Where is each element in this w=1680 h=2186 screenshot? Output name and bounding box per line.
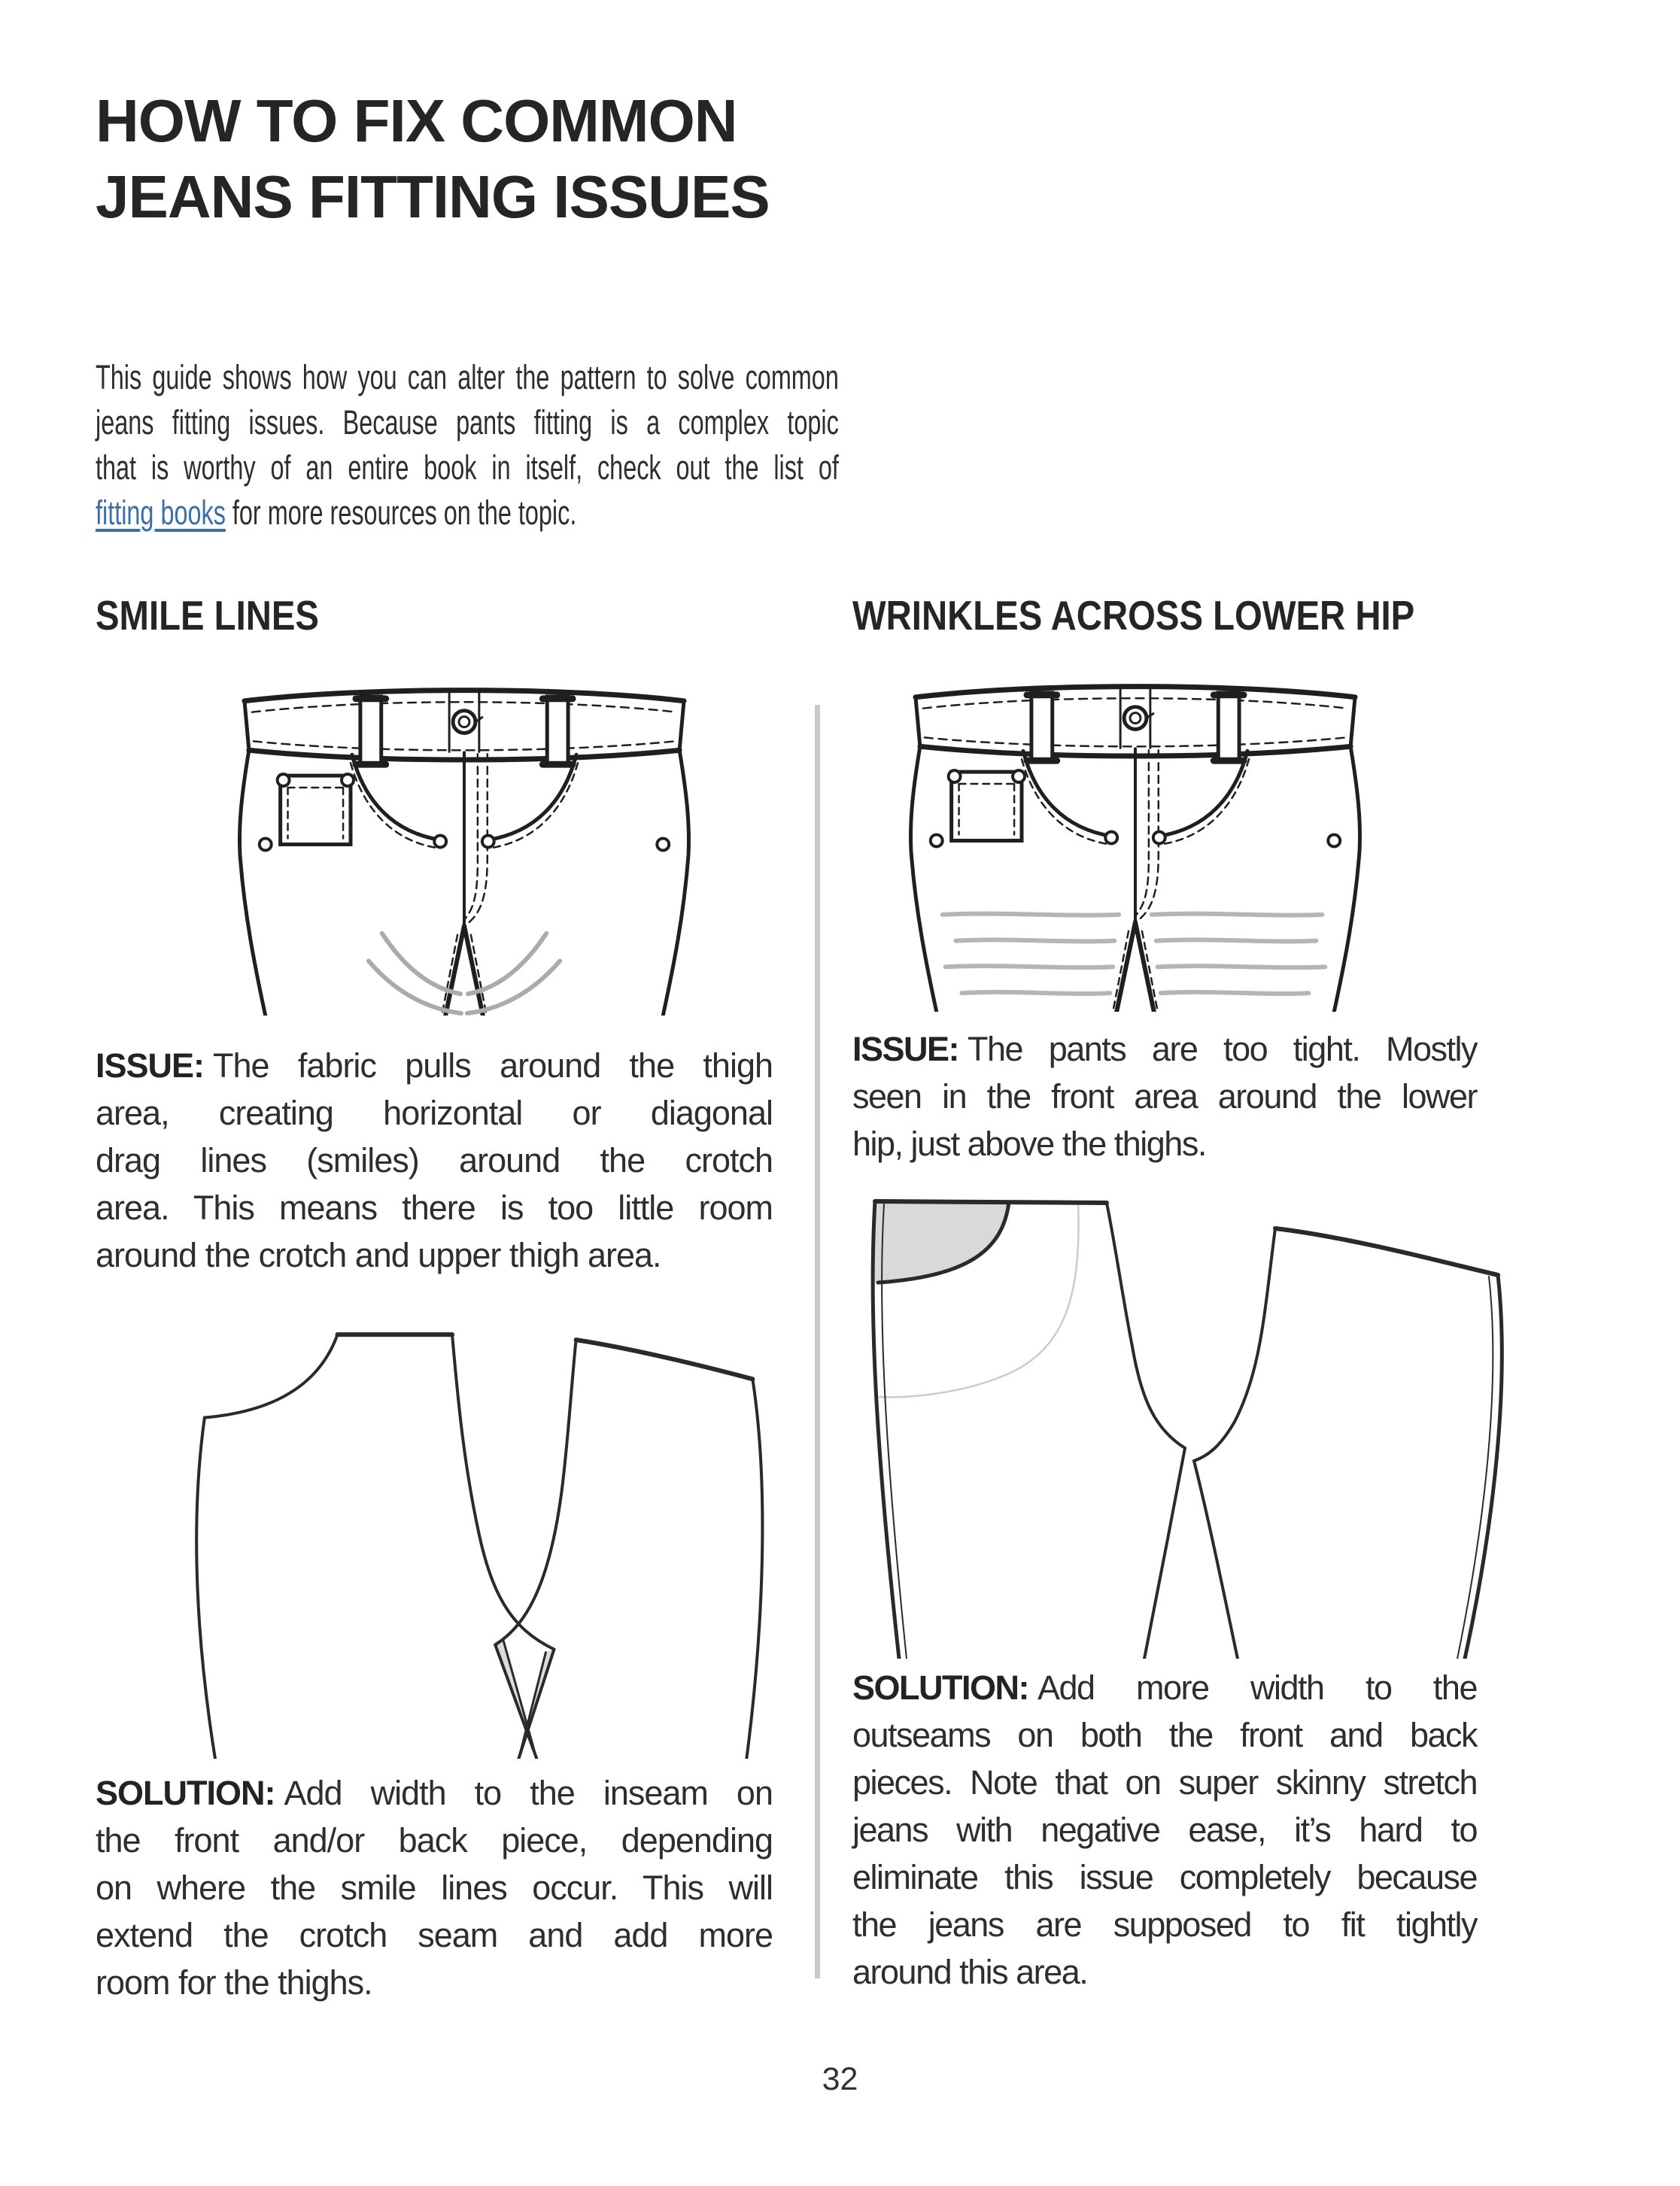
jeans-illustration-smile-lines bbox=[232, 676, 697, 1016]
solution-label: SOLUTION: bbox=[852, 1668, 1028, 1707]
solution-line: SOLUTION: Add width to the inseam on bbox=[96, 1774, 773, 1812]
issue-line: around the crotch and upper thigh area. bbox=[96, 1236, 661, 1274]
solution-line: room for the thighs. bbox=[96, 1963, 372, 2002]
page-title-line-1: HOW TO FIX COMMON bbox=[96, 87, 737, 154]
page-number: 32 bbox=[822, 2061, 858, 2097]
smile-lines-solution bbox=[96, 1769, 773, 2006]
solution-line: SOLUTION: Add more width to the bbox=[852, 1668, 1477, 1707]
column-divider bbox=[815, 705, 820, 1978]
page-title-line-2: JEANS FITTING ISSUES bbox=[96, 163, 770, 230]
solution-line: pieces. Note that on super skinny stretch bbox=[852, 1763, 1477, 1802]
issue-line: ISSUE: The fabric pulls around the thigh bbox=[96, 1046, 773, 1085]
solution-label: SOLUTION: bbox=[96, 1774, 275, 1812]
wrinkles-issue bbox=[852, 1025, 1477, 1167]
issue-label: ISSUE: bbox=[96, 1046, 205, 1085]
solution-line: outseams on both the front and back bbox=[852, 1716, 1477, 1754]
solution-line: jeans with negative ease, it’s hard to bbox=[852, 1811, 1477, 1849]
solution-line: the front and/or back piece, depending bbox=[96, 1821, 773, 1860]
pocket-corner-shading bbox=[875, 1201, 1009, 1283]
issue-line: area, creating horizontal or diagonal bbox=[96, 1094, 773, 1132]
intro-last-line bbox=[96, 490, 839, 536]
issue-line: hip, just above the thighs. bbox=[852, 1125, 1206, 1163]
heading-smile-lines: SMILE LINES bbox=[96, 592, 319, 639]
pattern-front-piece bbox=[196, 1334, 554, 1759]
solution-line: around this area. bbox=[852, 1953, 1088, 1991]
intro-line: This guide shows how you can alter the pattern to solve common bbox=[96, 358, 839, 396]
pattern-diagram-inseam-width bbox=[111, 1306, 781, 1759]
wrinkles-solution bbox=[852, 1664, 1477, 1996]
heading-wrinkles-across-lower-hip: WRINKLES ACROSS LOWER HIP bbox=[852, 592, 1415, 639]
issue-line: ISSUE: The pants are too tight. Mostly bbox=[852, 1030, 1477, 1068]
smile-lines-annotation bbox=[369, 934, 560, 1013]
issue-line: drag lines (smiles) around the crotch bbox=[96, 1141, 773, 1180]
solution-line: on where the smile lines occur. This will bbox=[96, 1869, 773, 1907]
fitting-books-link[interactable]: fitting books bbox=[96, 493, 226, 532]
page-title bbox=[96, 83, 1224, 235]
intro-paragraph bbox=[96, 355, 839, 536]
issue-line: seen in the front area around the lower bbox=[852, 1077, 1477, 1116]
pattern-diagram-outseam-width bbox=[849, 1185, 1526, 1659]
pattern-front-piece bbox=[873, 1201, 1185, 1659]
smile-lines-issue bbox=[96, 1042, 773, 1279]
intro-line: jeans fitting issues. Because pants fitting is a complex topic bbox=[96, 403, 839, 442]
outseam-with-added-width bbox=[1465, 1275, 1502, 1659]
issue-label: ISSUE: bbox=[852, 1030, 959, 1068]
solution-line: the jeans are supposed to fit tightly bbox=[852, 1905, 1477, 1944]
solution-line: extend the crotch seam and add more bbox=[96, 1916, 773, 1954]
solution-line: eliminate this issue completely because bbox=[852, 1858, 1477, 1896]
jeans-illustration-lower-hip-wrinkles bbox=[903, 672, 1368, 1012]
intro-after-link: for more resources on the topic. bbox=[225, 493, 577, 532]
intro-line: that is worthy of an entire book in itself, check out the list of bbox=[96, 448, 839, 487]
issue-line: area. This means there is too little room bbox=[96, 1189, 773, 1227]
pattern-back-piece bbox=[1194, 1228, 1502, 1659]
